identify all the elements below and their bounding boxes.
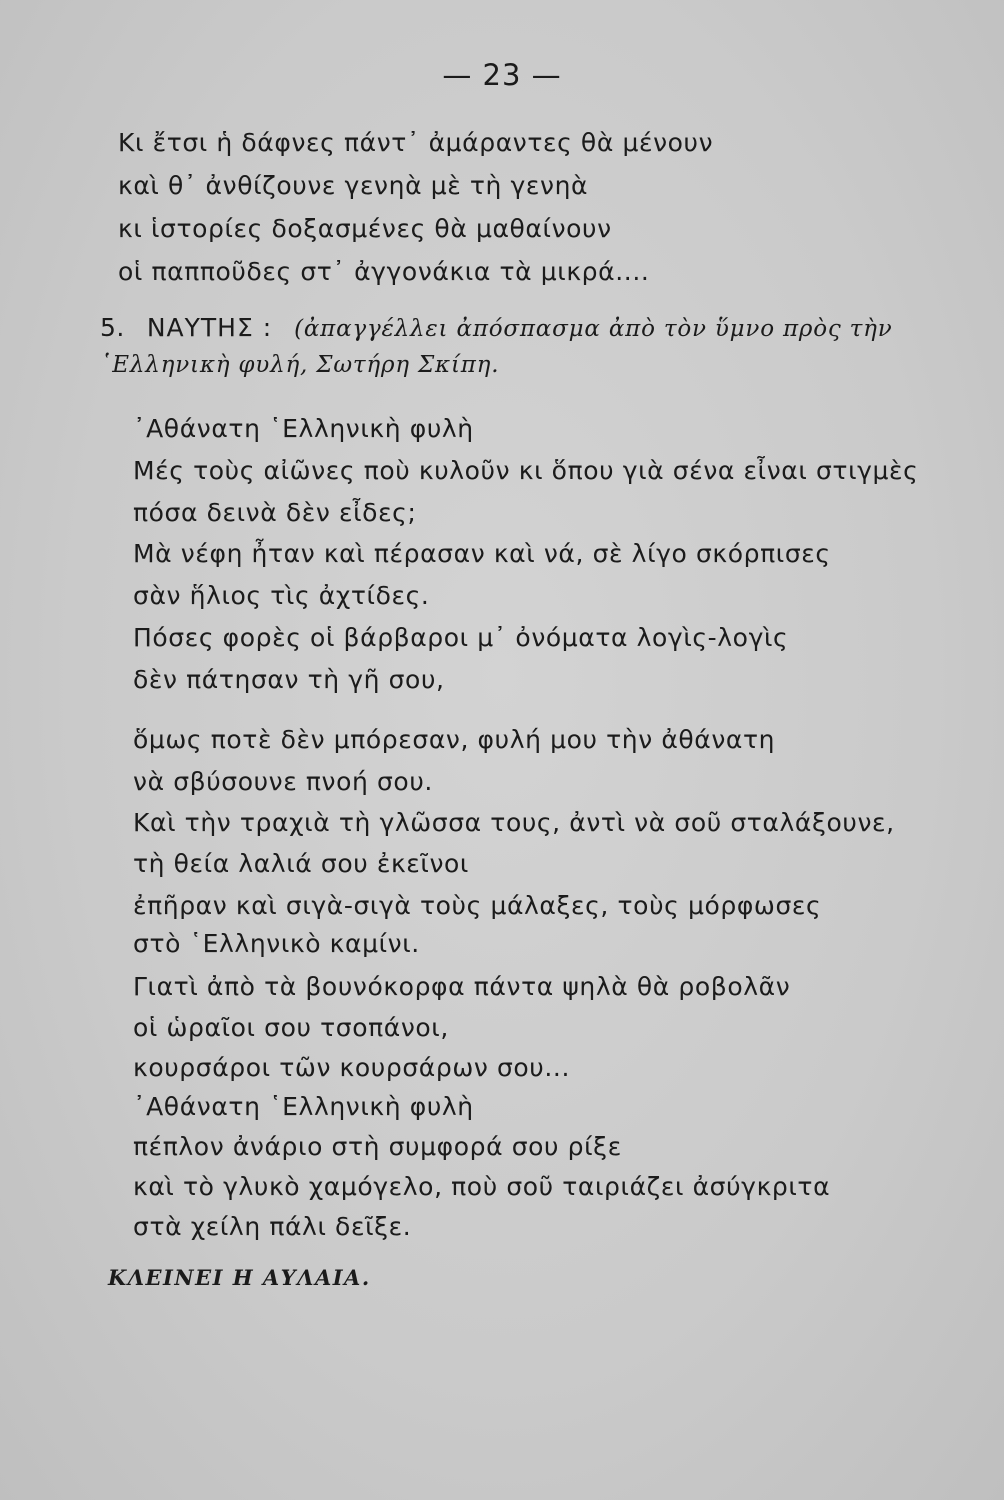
section-heading (100, 313, 893, 342)
verse-line: ᾽Αθάνατη ῾Ελληνικὴ φυλὴ (133, 414, 474, 443)
section-number: 5. (100, 313, 125, 342)
section-note-continued: ῾Ελληνικὴ φυλή, Σωτήρη Σκίπη. (100, 352, 500, 378)
verse-line: οἱ ὡραῖοι σου τσοπάνοι, (133, 1013, 449, 1042)
verse-line: Καὶ τὴν τραχιὰ τὴ γλῶσσα τους, ἀντὶ νὰ σοῦ σταλάξουνε, (133, 808, 895, 837)
stanza-line: Κι ἔτσι ἡ δάφνες πάντ᾽ ἀμάραντες θὰ μένουν (118, 128, 714, 157)
verse-line: Γιατὶ ἀπὸ τὰ βουνόκορφα πάντα ψηλὰ θὰ ροβολᾶν (133, 972, 791, 1001)
verse-line: τὴ θεία λαλιά σου ἐκεῖνοι (133, 849, 469, 878)
verse-line: Μὰ νέφη ἦταν καὶ πέρασαν καὶ νά, σὲ λίγο σκόρπισες (133, 539, 831, 568)
verse-line: Μές τοὺς αἰῶνες ποὺ κυλοῦν κι ὅπου γιὰ σένα εἶναι στιγμὲς (133, 456, 919, 485)
verse-line: πόσα δεινὰ δὲν εἶδες; (133, 498, 417, 527)
section-note: (ἀπαγγέλλει ἀπόσπασμα ἀπὸ τὸν ὕμνο πρὸς τὴν (294, 316, 893, 342)
section-speaker: ΝΑΥΤΗΣ : (146, 313, 273, 342)
verse-line: Πόσες φορὲς οἱ βάρβαροι μ᾽ ὀνόματα λογὶς-λογὶς (133, 623, 789, 652)
verse-line: κουρσάροι τῶν κουρσάρων σου... (133, 1053, 571, 1082)
verse-line: καὶ τὸ γλυκὸ χαμόγελο, ποὺ σοῦ ταιριάζει ἀσύγκριτα (133, 1172, 831, 1201)
verse-line: ὅμως ποτὲ δὲν μπόρεσαν, φυλή μου τὴν ἀθάνατη (133, 725, 776, 754)
stanza-line: κι ἱστορίες δοξασμένες θὰ μαθαίνουν (118, 214, 612, 243)
verse-line: ᾽Αθάνατη ῾Ελληνικὴ φυλὴ (133, 1092, 474, 1121)
closing-stage-direction: ΚΛΕΙΝΕΙ Η ΑΥΛΑΙΑ. (108, 1265, 371, 1290)
verse-line: ἐπῆραν καὶ σιγὰ-σιγὰ τοὺς μάλαξες, τοὺς μόρφωσες (133, 891, 822, 920)
verse-line: στὸ ῾Ελληνικὸ καμίνι. (133, 929, 420, 958)
verse-line: πέπλον ἀνάριο στὴ συμφορά σου ρίξε (133, 1132, 622, 1161)
verse-line: δὲν πάτησαν τὴ γῆ σου, (133, 665, 445, 694)
stanza-line: οἱ παπποῦδες στ᾽ ἀγγονάκια τὰ μικρά.... (118, 257, 650, 286)
stanza-line: καὶ θ᾽ ἀνθίζουνε γενηὰ μὲ τὴ γενηὰ (118, 171, 589, 200)
verse-line: σὰν ἥλιος τὶς ἀχτίδες. (133, 581, 430, 610)
page-number: — 23 — (442, 58, 562, 92)
verse-line: στὰ χείλη πάλι δεῖξε. (133, 1212, 412, 1241)
verse-line: νὰ σβύσουνε πνοή σου. (133, 767, 433, 796)
